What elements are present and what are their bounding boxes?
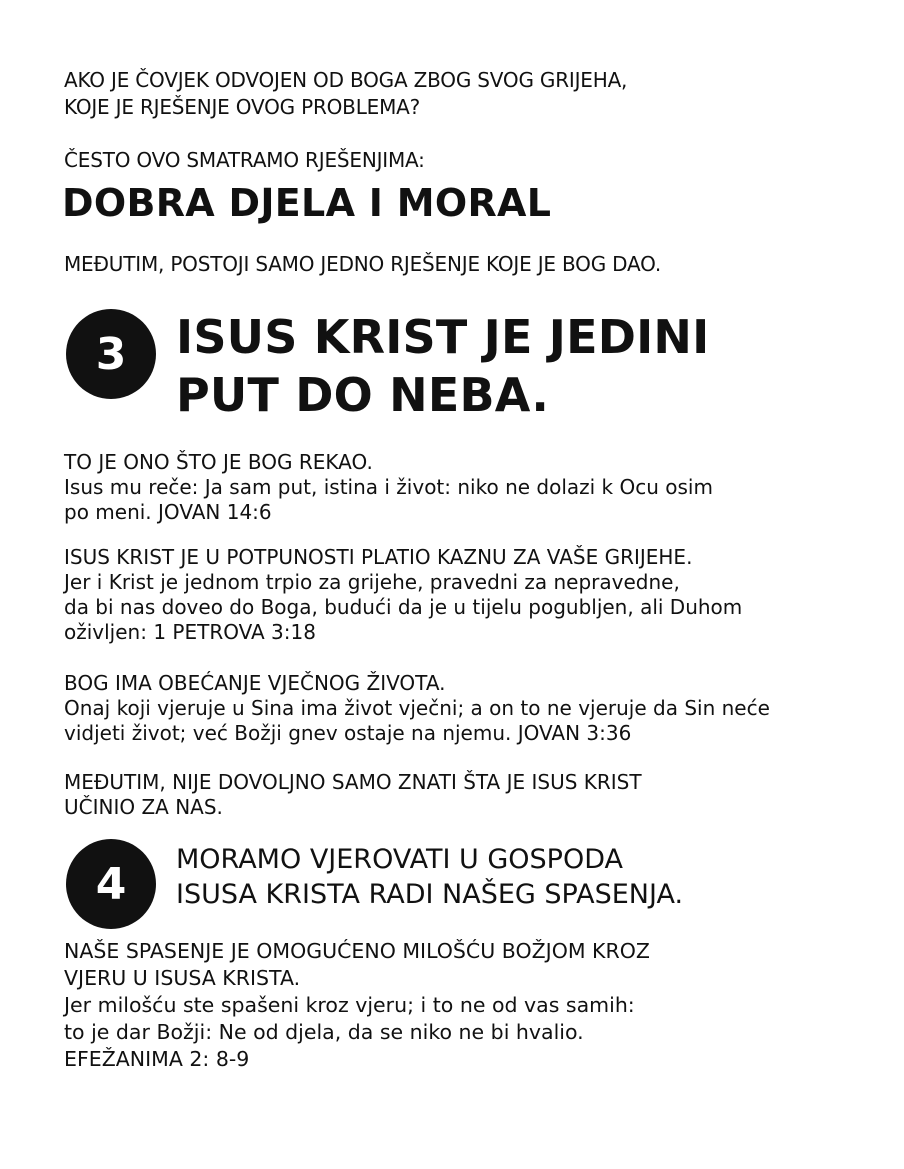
section-grace: [64, 938, 650, 1073]
section-not-enough: [64, 770, 642, 820]
solutions-heading: DOBRA DJELA I MORAL: [62, 181, 552, 225]
step-3-number-badge: 3: [66, 309, 156, 399]
section-grace-reference: EFEŽANIMA 2: 8-9: [64, 1047, 250, 1071]
step-4-title-line-1: MORAMO VJEROVATI U GOSPODA: [176, 844, 623, 875]
section-not-enough-line-1: MEĐUTIM, NIJE DOVOLJNO SAMO ZNATI ŠTA JE ISUS KRIST: [64, 770, 642, 794]
section-god-said-line-2: po meni. JOVAN 14:6: [64, 500, 272, 524]
section-grace-line-3: Jer milošću ste spašeni kroz vjeru; i to ne od vas samih:: [64, 993, 635, 1017]
section-paid: [64, 545, 742, 645]
section-paid-line-3: oživljen: 1 PETROVA 3:18: [64, 620, 316, 644]
section-paid-line-1: Jer i Krist je jednom trpio za grijehe, pravedni za nepravedne,: [64, 570, 680, 594]
section-grace-line-1: NAŠE SPASENJE JE OMOGUĆENO MILOŠĆU BOŽJOM KROZ: [64, 939, 650, 963]
section-god-said: [64, 450, 713, 525]
step-4-number-badge: 4: [66, 839, 156, 929]
section-promise-heading: BOG IMA OBEĆANJE VJEČNOG ŽIVOTA.: [64, 671, 446, 695]
section-paid-line-2: da bi nas doveo do Boga, budući da je u tijelu pogubljen, ali Duhom: [64, 595, 743, 619]
step-3-title: [176, 308, 709, 424]
section-grace-line-4: to je dar Božji: Ne od djela, da se niko ne bi hvalio.: [64, 1020, 584, 1044]
step-3-title-line-1: ISUS KRIST JE JEDINI: [176, 310, 710, 364]
section-paid-heading: ISUS KRIST JE U POTPUNOSTI PLATIO KAZNU ZA VAŠE GRIJEHE.: [64, 545, 693, 569]
section-god-said-heading: TO JE ONO ŠTO JE BOG REKAO.: [64, 450, 373, 474]
section-grace-line-2: VJERU U ISUSA KRISTA.: [64, 966, 301, 990]
section-not-enough-line-2: UČINIO ZA NAS.: [64, 795, 223, 819]
solutions-label: ČESTO OVO SMATRAMO RJEŠENJIMA:: [64, 148, 425, 172]
section-promise: [64, 671, 770, 746]
however-statement: MEĐUTIM, POSTOJI SAMO JEDNO RJEŠENJE KOJE JE BOG DAO.: [64, 252, 662, 276]
step-4-title-line-2: ISUSA KRISTA RADI NAŠEG SPASENJA.: [176, 879, 684, 910]
intro-question-line-2: KOJE JE RJEŠENJE OVOG PROBLEMA?: [64, 95, 421, 119]
section-promise-line-1: Onaj koji vjeruje u Sina ima život vječni; a on to ne vjeruje da Sin neće: [64, 696, 770, 720]
section-promise-line-2: vidjeti život; već Božji gnev ostaje na njemu. JOVAN 3:36: [64, 721, 632, 745]
intro-question-line-1: AKO JE ČOVJEK ODVOJEN OD BOGA ZBOG SVOG GRIJEHA,: [64, 68, 628, 92]
step-4-title: [176, 842, 683, 912]
step-3-title-line-2: PUT DO NEBA.: [176, 368, 550, 422]
section-god-said-line-1: Isus mu reče: Ja sam put, istina i život: niko ne dolazi k Ocu osim: [64, 475, 713, 499]
